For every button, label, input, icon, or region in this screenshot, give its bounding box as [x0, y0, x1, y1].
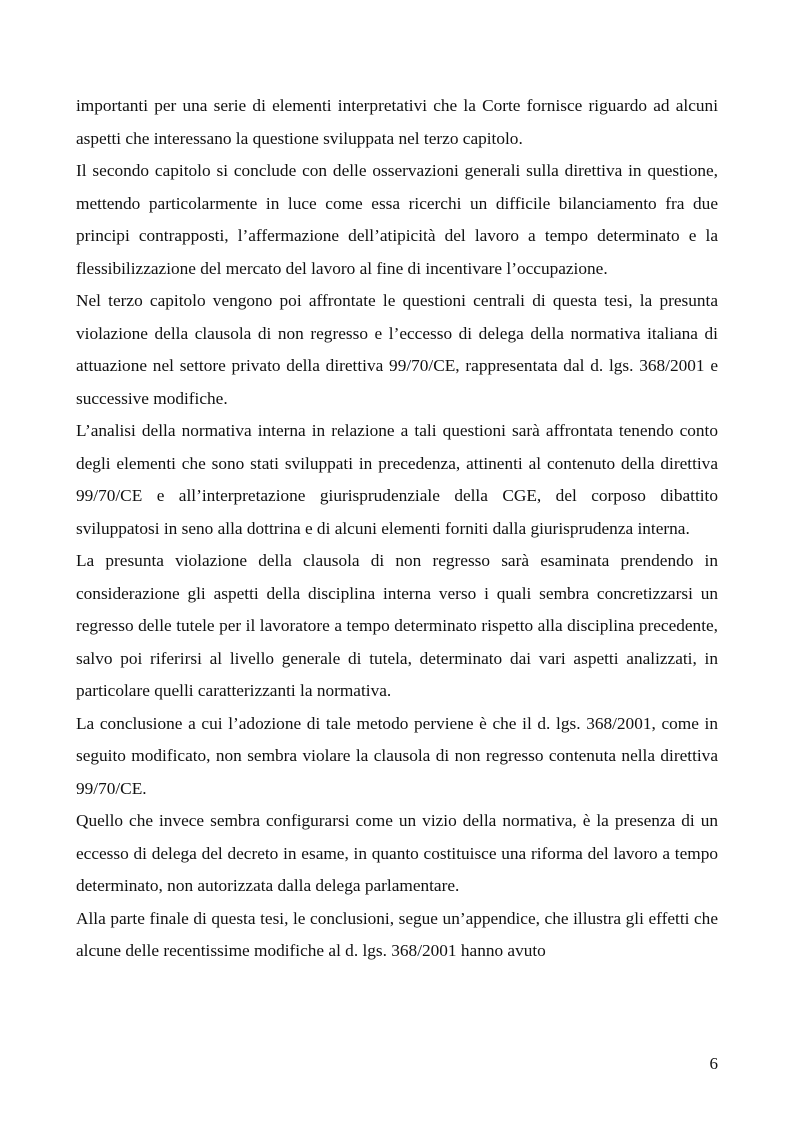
paragraph-5: La presunta violazione della clausola di non regresso sarà esaminata prendendo in considerazione gli aspetti della disciplina interna verso i quali sembra concretizzarsi un regresso delle tutele per il lavoratore a tempo determinato rispetto alla disciplina precedente, salvo poi riferirsi al livello generale di tutela, determinato dai vari aspetti analizzati, in particolare quelli caratterizzanti la normativa. — [76, 551, 718, 700]
body-text — [76, 90, 718, 968]
page-number: 6 — [709, 1054, 718, 1073]
paragraph-8: Alla parte finale di questa tesi, le conclusioni, segue un’appendice, che illustra gli effetti che alcune delle recentissime modifiche al d. lgs. 368/2001 hanno avuto — [76, 908, 718, 960]
paragraph-7: Quello che invece sembra configurarsi come un vizio della normativa, è la presenza di un eccesso di delega del decreto in esame, in quanto costituisce una riforma del lavoro a tempo determinato, non autorizzata dalla delega parlamentare. — [76, 811, 718, 895]
paragraph-6: La conclusione a cui l’adozione di tale metodo perviene è che il d. lgs. 368/2001, come in seguito modificato, non sembra violare la clausola di non regresso contenuta nella direttiva 99/70/CE. — [76, 713, 718, 798]
paragraph-3: Nel terzo capitolo vengono poi affrontate le questioni centrali di questa tesi, la presunta violazione della clausola di non regresso e l’eccesso di delega della normativa italiana di attuazione nel settore privato della direttiva 99/70/CE, rappresentata dal d. lgs. 368/2001 e successive modifiche. — [76, 291, 718, 408]
paragraph-2: Il secondo capitolo si conclude con delle osservazioni generali sulla direttiva in questione, mettendo particolarmente in luce come essa ricerchi un difficile bilanciamento fra due principi contrapposti, l’affermazione dell’atipicità del lavoro a tempo determinato e la flessibilizzazione del mercato del lavoro al fine di incentivare l’occupazione. — [76, 161, 718, 278]
paragraph-1: importanti per una serie di elementi interpretativi che la Corte fornisce riguardo ad alcuni aspetti che interessano la questione sviluppata nel terzo capitolo. — [76, 96, 718, 148]
paragraph-4: L’analisi della normativa interna in relazione a tali questioni sarà affrontata tenendo conto degli elementi che sono stati sviluppati in precedenza, attinenti al contenuto della direttiva 99/70/CE e all’interpretazione giurisprudenziale della CGE, del corposo dibattito sviluppatosi in seno alla dottrina e di alcuni elementi forniti dalla giurisprudenza interna. — [76, 421, 718, 538]
